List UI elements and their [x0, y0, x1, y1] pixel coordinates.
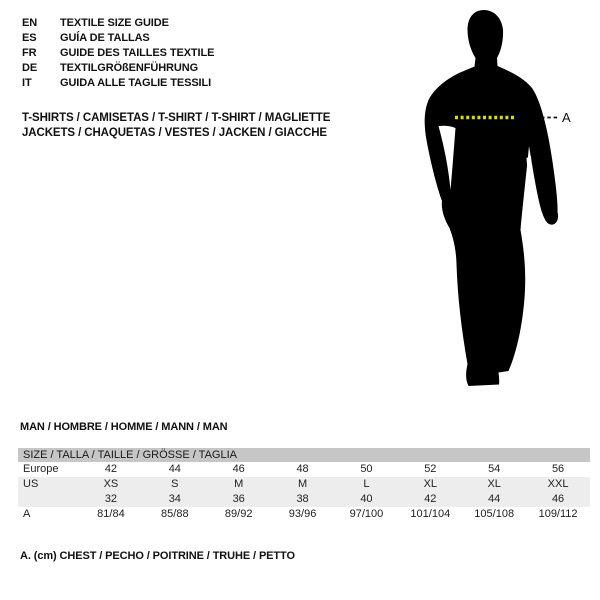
row-label: [18, 492, 79, 507]
language-label: GUIDE DES TAILLES TEXTILE: [60, 47, 215, 59]
row-label: A: [23, 508, 31, 520]
size-cell: 101/104: [410, 508, 451, 520]
size-cell: L: [363, 478, 370, 490]
man-silhouette-icon: [425, 10, 558, 386]
size-table-header: SIZE / TALLA / TAILLE / GRÖSSE / TAGLIA: [18, 448, 590, 462]
size-cell: 50: [360, 463, 373, 475]
table-row-numeric: [18, 492, 590, 507]
table-row-europe: [18, 462, 590, 477]
measure-label-a: A: [562, 110, 571, 125]
language-code: DE: [22, 62, 38, 74]
size-cell: 81/84: [97, 508, 125, 520]
row-label: Europe: [23, 463, 59, 475]
language-list: [22, 16, 214, 91]
table-row-chest-a: [18, 507, 590, 522]
size-cell: 56: [551, 463, 565, 475]
size-cell: 42: [104, 463, 118, 475]
size-cell: 93/96: [288, 508, 317, 520]
size-cell: 105/108: [474, 508, 515, 520]
size-cell: 109/112: [538, 508, 578, 520]
language-row-en: [22, 16, 214, 31]
size-cell: 44: [168, 463, 181, 475]
size-cell: M: [297, 478, 308, 490]
size-cell: 32: [104, 493, 118, 505]
size-cell: S: [171, 478, 179, 490]
language-label: TEXTILE SIZE GUIDE: [60, 17, 169, 29]
language-code: EN: [22, 17, 38, 29]
man-silhouette-figure: [388, 0, 588, 400]
size-cell: XXL: [547, 478, 569, 490]
size-cell: 85/88: [161, 508, 189, 520]
language-label: GUÍA DE TALLAS: [60, 32, 150, 44]
language-row-es: [22, 31, 214, 46]
table-row-us: [18, 477, 590, 492]
size-cell: 38: [296, 493, 309, 505]
garment-categories: [22, 111, 330, 141]
language-label: TEXTILGRÖßENFÜHRUNG: [60, 62, 199, 74]
size-cell: 40: [360, 493, 373, 505]
size-cell: 48: [296, 463, 309, 475]
language-label: GUIDA ALLE TAGLIE TESSILI: [60, 77, 212, 89]
language-code: ES: [22, 32, 37, 44]
size-cell: XL: [423, 478, 438, 490]
size-cell: XS: [103, 478, 119, 490]
size-cell: 46: [232, 463, 245, 475]
size-cell: 97/100: [349, 508, 384, 520]
chest-measure-footnote: A. (cm) CHEST / PECHO / POITRINE / TRUHE / PETTO: [20, 550, 295, 562]
language-row-it: [22, 76, 214, 91]
size-cell: 52: [424, 463, 437, 475]
size-cell: 44: [488, 493, 501, 505]
garment-line-jackets: JACKETS / CHAQUETAS / VESTES / JACKEN / GIACCHE: [22, 127, 327, 139]
row-label: US: [23, 478, 39, 490]
language-code: FR: [22, 47, 37, 59]
size-cell: 54: [488, 463, 501, 475]
garment-line-tshirts: T-SHIRTS / CAMISETAS / T-SHIRT / T-SHIRT / MAGLIETTE: [22, 112, 331, 124]
language-row-fr: [22, 46, 214, 61]
size-cell: M: [234, 478, 244, 490]
size-cell: 46: [551, 493, 565, 505]
size-cell: XL: [487, 478, 501, 490]
size-cell: 89/92: [224, 508, 253, 520]
size-cell: 36: [232, 493, 245, 505]
size-table: [18, 448, 590, 522]
section-title-man: MAN / HOMBRE / HOMME / MANN / MAN: [20, 421, 228, 433]
size-cell: 42: [424, 493, 437, 505]
size-cell: 34: [168, 493, 181, 505]
language-row-de: [22, 61, 214, 76]
language-code: IT: [22, 77, 32, 89]
